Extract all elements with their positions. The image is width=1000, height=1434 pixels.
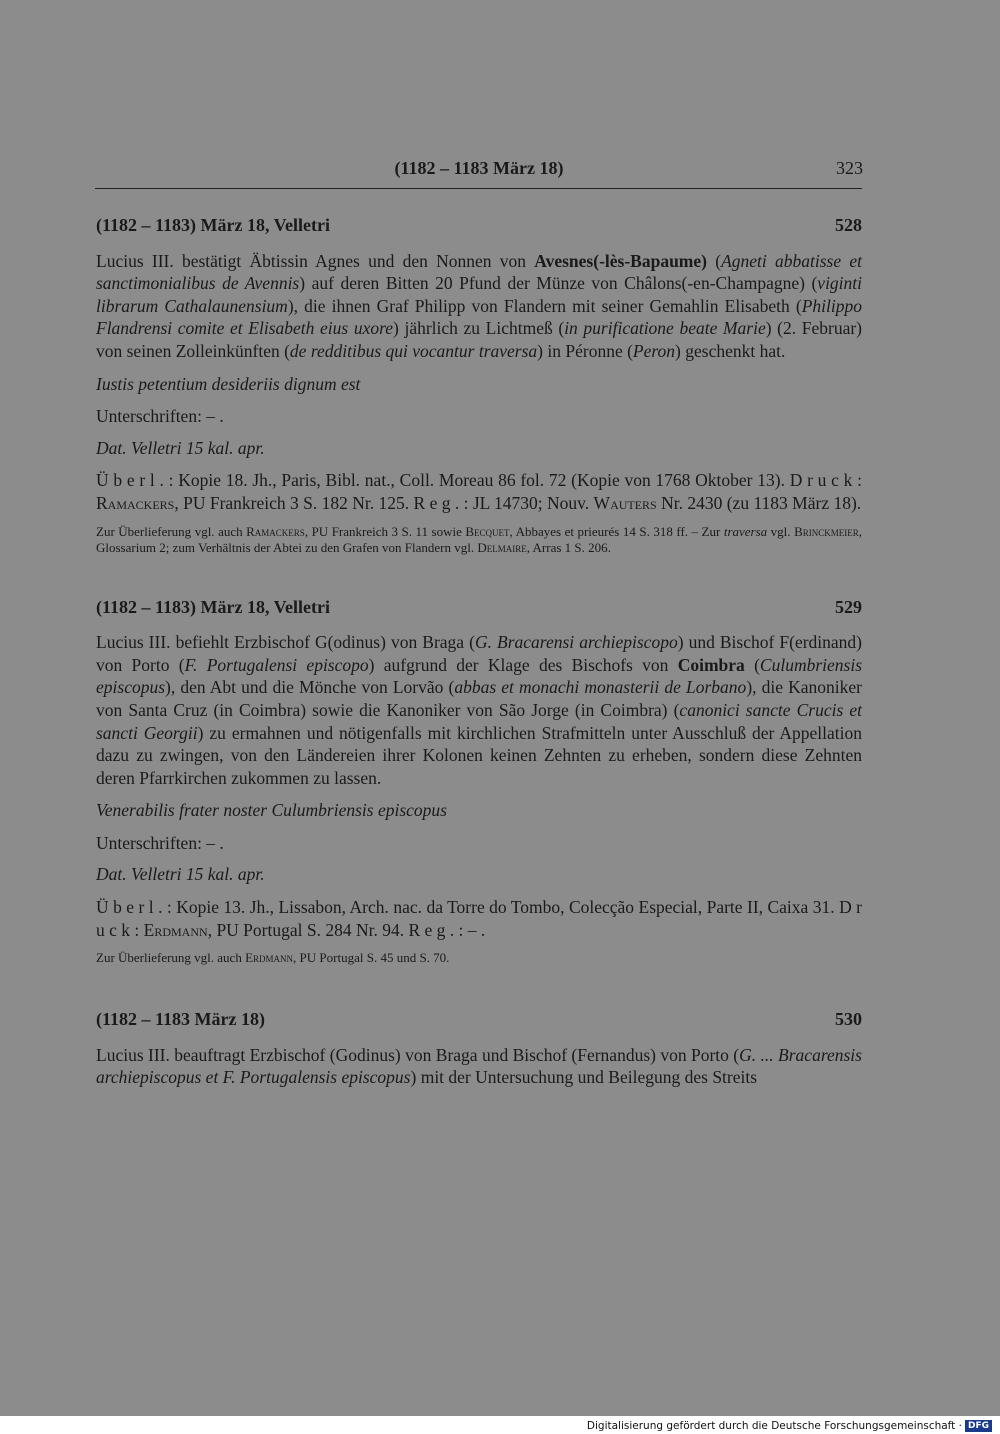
regest-text: Lucius III. beauftragt Erzbischof (Godinus) von Braga und Bischof (Fernandus) von Porto (G. ... Bracarensis archiepiscopus et F. Portugalensis episcopus) mit der Untersuchung und Beilegung des Streits — [96, 1044, 862, 1088]
dating-clause: Dat. Velletri 15 kal. apr. — [96, 864, 265, 885]
entry-date-place: (1182 – 1183) März 18, Velletri — [96, 596, 330, 617]
entry-heading — [96, 596, 862, 619]
header-rule — [95, 188, 862, 189]
credit-text: Digitalisierung gefördert durch die Deutsche Forschungsgemeinschaft · — [586, 1420, 962, 1432]
entry-date-place: (1182 – 1183 März 18) — [96, 1009, 265, 1030]
running-title: (1182 – 1183 März 18) — [394, 158, 564, 178]
entry-heading — [96, 1008, 862, 1031]
entry-date-place: (1182 – 1183) März 18, Velletri — [96, 215, 330, 235]
footnote-commentary: Zur Überlieferung vgl. auch Ramackers, PU Frankreich 3 S. 11 sowie Becquet, Abbayes et prieurés 14 S. 318 ff. – Zur traversa vgl. Brinckmeier, Glossarium 2; zum Verhältnis der Abtei zu den Grafen von Flandern vgl. Delmaire, Arras 1 S. 206. — [96, 523, 862, 555]
footnote-commentary: Zur Überlieferung vgl. auch Erdmann, PU Portugal S. 45 und S. 70. — [96, 950, 450, 966]
dating-clause: Dat. Velletri 15 kal. apr. — [96, 437, 265, 458]
page-number: 323 — [836, 158, 863, 178]
incipit: Venerabilis frater noster Culumbriensis episcopus — [96, 800, 447, 821]
page-content — [96, 214, 862, 1099]
regest-text: Lucius III. befiehlt Erzbischof G(odinus) von Braga (G. Bracarensi archiepiscopo) und Bischof F(erdinand) von Porto (F. Portugalensi episcopo) aufgrund der Klage des Bischofs von Coimbra (Culumbriensis episcopus), den Abt und die Mönche von Lorvão (abbas et monachi monasterii de Lorbano), die Kanoniker von Santa Cruz (in Coimbra) sowie die Kanoniker von São Jorge (in Coimbra) (canonici sancte Crucis et sancti Georgii) zu ermahnen und nötigenfalls mit kirchlichen Strafmitteln unter Ausschluß der Appellation dazu zu zwingen, von den Ländereien ihrer Kolonen keinen Zehnten zu erheben, sondern diese Zehnten deren Pfarrkirchen zukommen zu lassen. — [96, 632, 863, 788]
signatures: Unterschriften: – . — [96, 406, 224, 427]
entry-number: 529 — [835, 596, 862, 617]
entry-number: 528 — [835, 215, 862, 235]
dfg-logo: DFG — [965, 1420, 992, 1432]
regest-text: Lucius III. bestätigt Äbtissin Agnes und den Nonnen von Avesnes(-lès-Bapaume) (Agneti abbatisse et sanctimonialibus de Avennis) auf deren Bitten 20 Pfund der Münze von Châlons(-en-Champagne) (viginti librarum Cathalaunensium), die ihnen Graf Philipp von Flandern mit seiner Gemahlin Elisabeth (Philippo Flandrensi comite et Elisabeth eius uxore) jährlich zu Lichtmeß (in purificatione beate Marie) (2. Februar) von seinen Zolleinkünften (de redditibus qui vocantur traversa) in Péronne (Peron) geschenkt hat. — [96, 250, 863, 361]
digitization-credit — [587, 1418, 992, 1434]
incipit: Iustis petentium desideriis dignum est — [96, 373, 361, 394]
signatures: Unterschriften: – . — [96, 832, 224, 853]
entry-heading — [96, 214, 862, 237]
running-head — [95, 158, 863, 184]
tradition-block: Ü b e r l . : Kopie 13. Jh., Lissabon, Arch. nac. da Torre do Tombo, Colecção Especial, Parte II, Caixa 31. D r u c k : Erdmann, PU Portugal S. 284 Nr. 94. R e g . : – . — [96, 897, 862, 940]
tradition-block: Ü b e r l . : Kopie 18. Jh., Paris, Bibl. nat., Coll. Moreau 86 fol. 72 (Kopie von 1768 Oktober 13). D r u c k : Ramackers, PU Frankreich 3 S. 182 Nr. 125. R e g . : JL 14730; Nouv. Wauters Nr. 2430 (zu 1183 März 18). — [96, 470, 862, 513]
entry-number: 530 — [835, 1009, 862, 1030]
